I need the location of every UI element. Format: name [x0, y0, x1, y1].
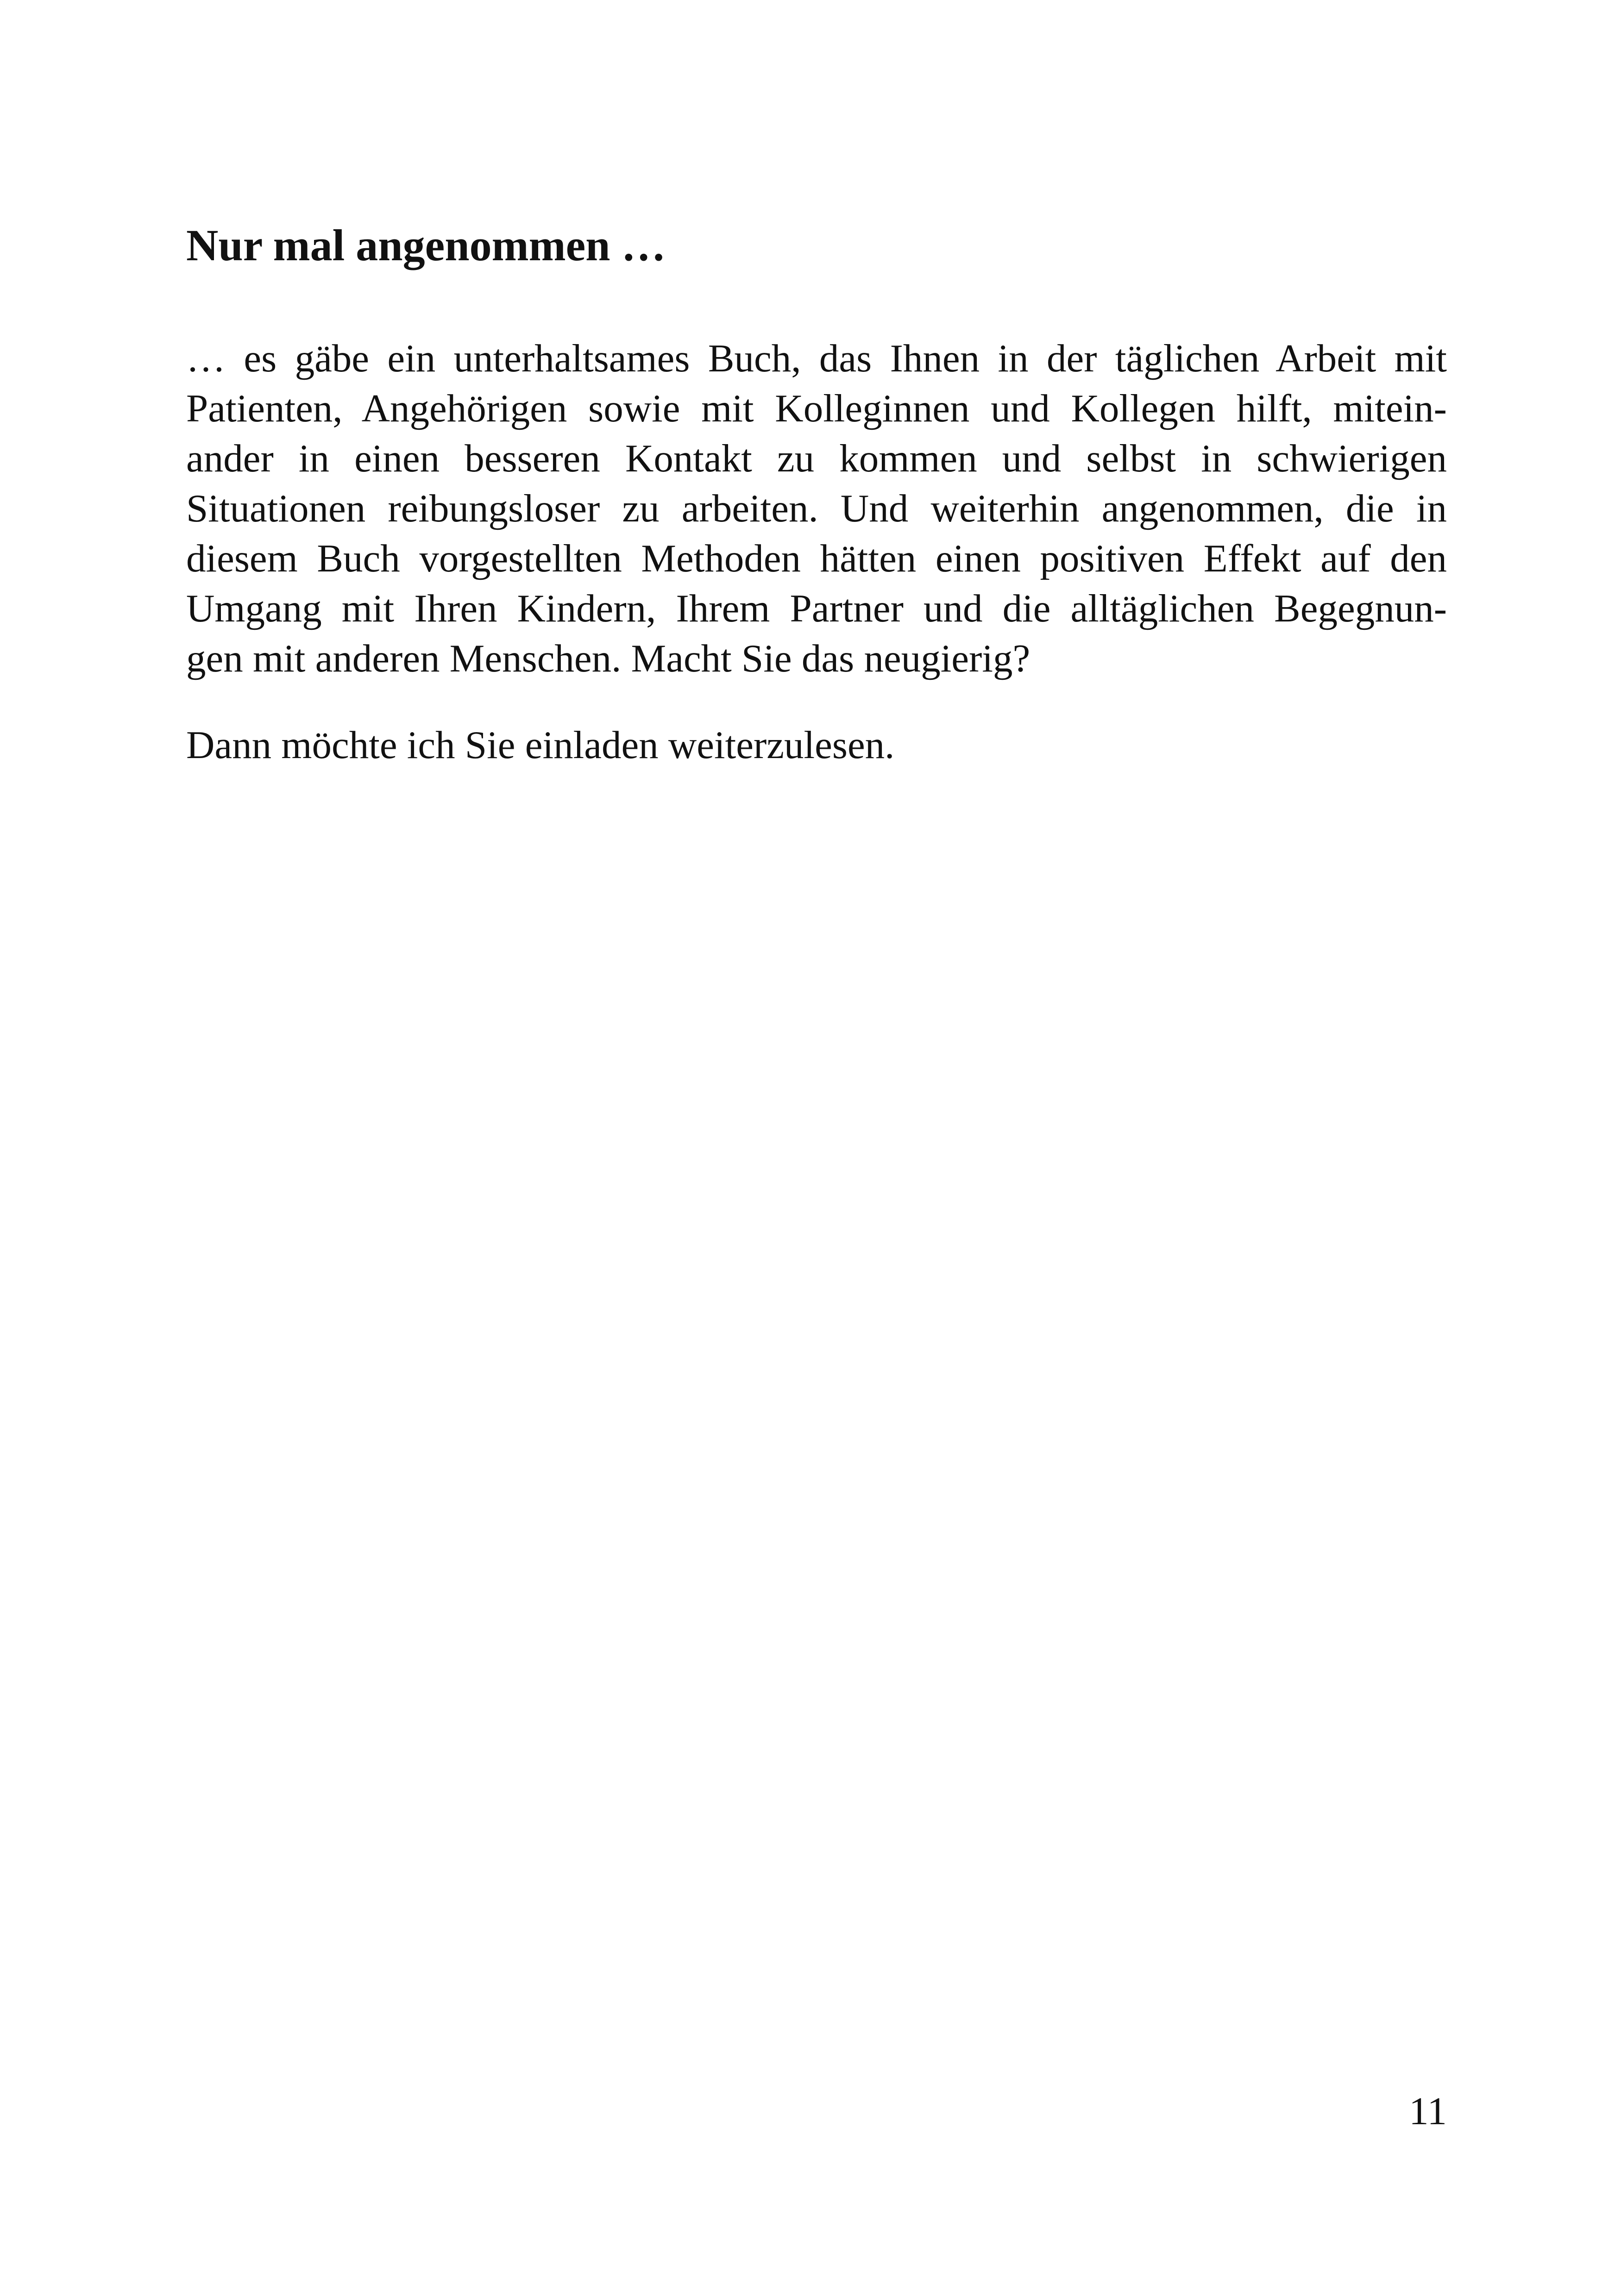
- section-heading: Nur mal angenommen …: [186, 220, 666, 270]
- paragraph-line: Patienten, Angehörigen sowie mit Kolleginnen und Kollegen hilft, mitein-: [186, 387, 1447, 430]
- paragraph-line: gen mit anderen Menschen. Macht Sie das neugierig?: [186, 637, 1030, 680]
- intro-paragraph: [186, 333, 1447, 684]
- paragraph-line: diesem Buch vorgestellten Methoden hätten einen positiven Effekt auf den: [186, 537, 1447, 580]
- paragraph-line: … es gäbe ein unterhaltsames Buch, das Ihnen in der täglichen Arbeit mit: [186, 337, 1447, 380]
- paragraph-line: Umgang mit Ihren Kindern, Ihrem Partner und die alltäglichen Begegnun-: [186, 587, 1447, 630]
- page-number: 11: [1409, 2089, 1447, 2133]
- paragraph-line: Situationen reibungsloser zu arbeiten. Und weiterhin angenommen, die in: [186, 487, 1447, 530]
- paragraph-line: ander in einen besseren Kontakt zu kommen und selbst in schwierigen: [186, 437, 1447, 480]
- closing-paragraph: Dann möchte ich Sie einladen weiterzulesen.: [186, 723, 895, 767]
